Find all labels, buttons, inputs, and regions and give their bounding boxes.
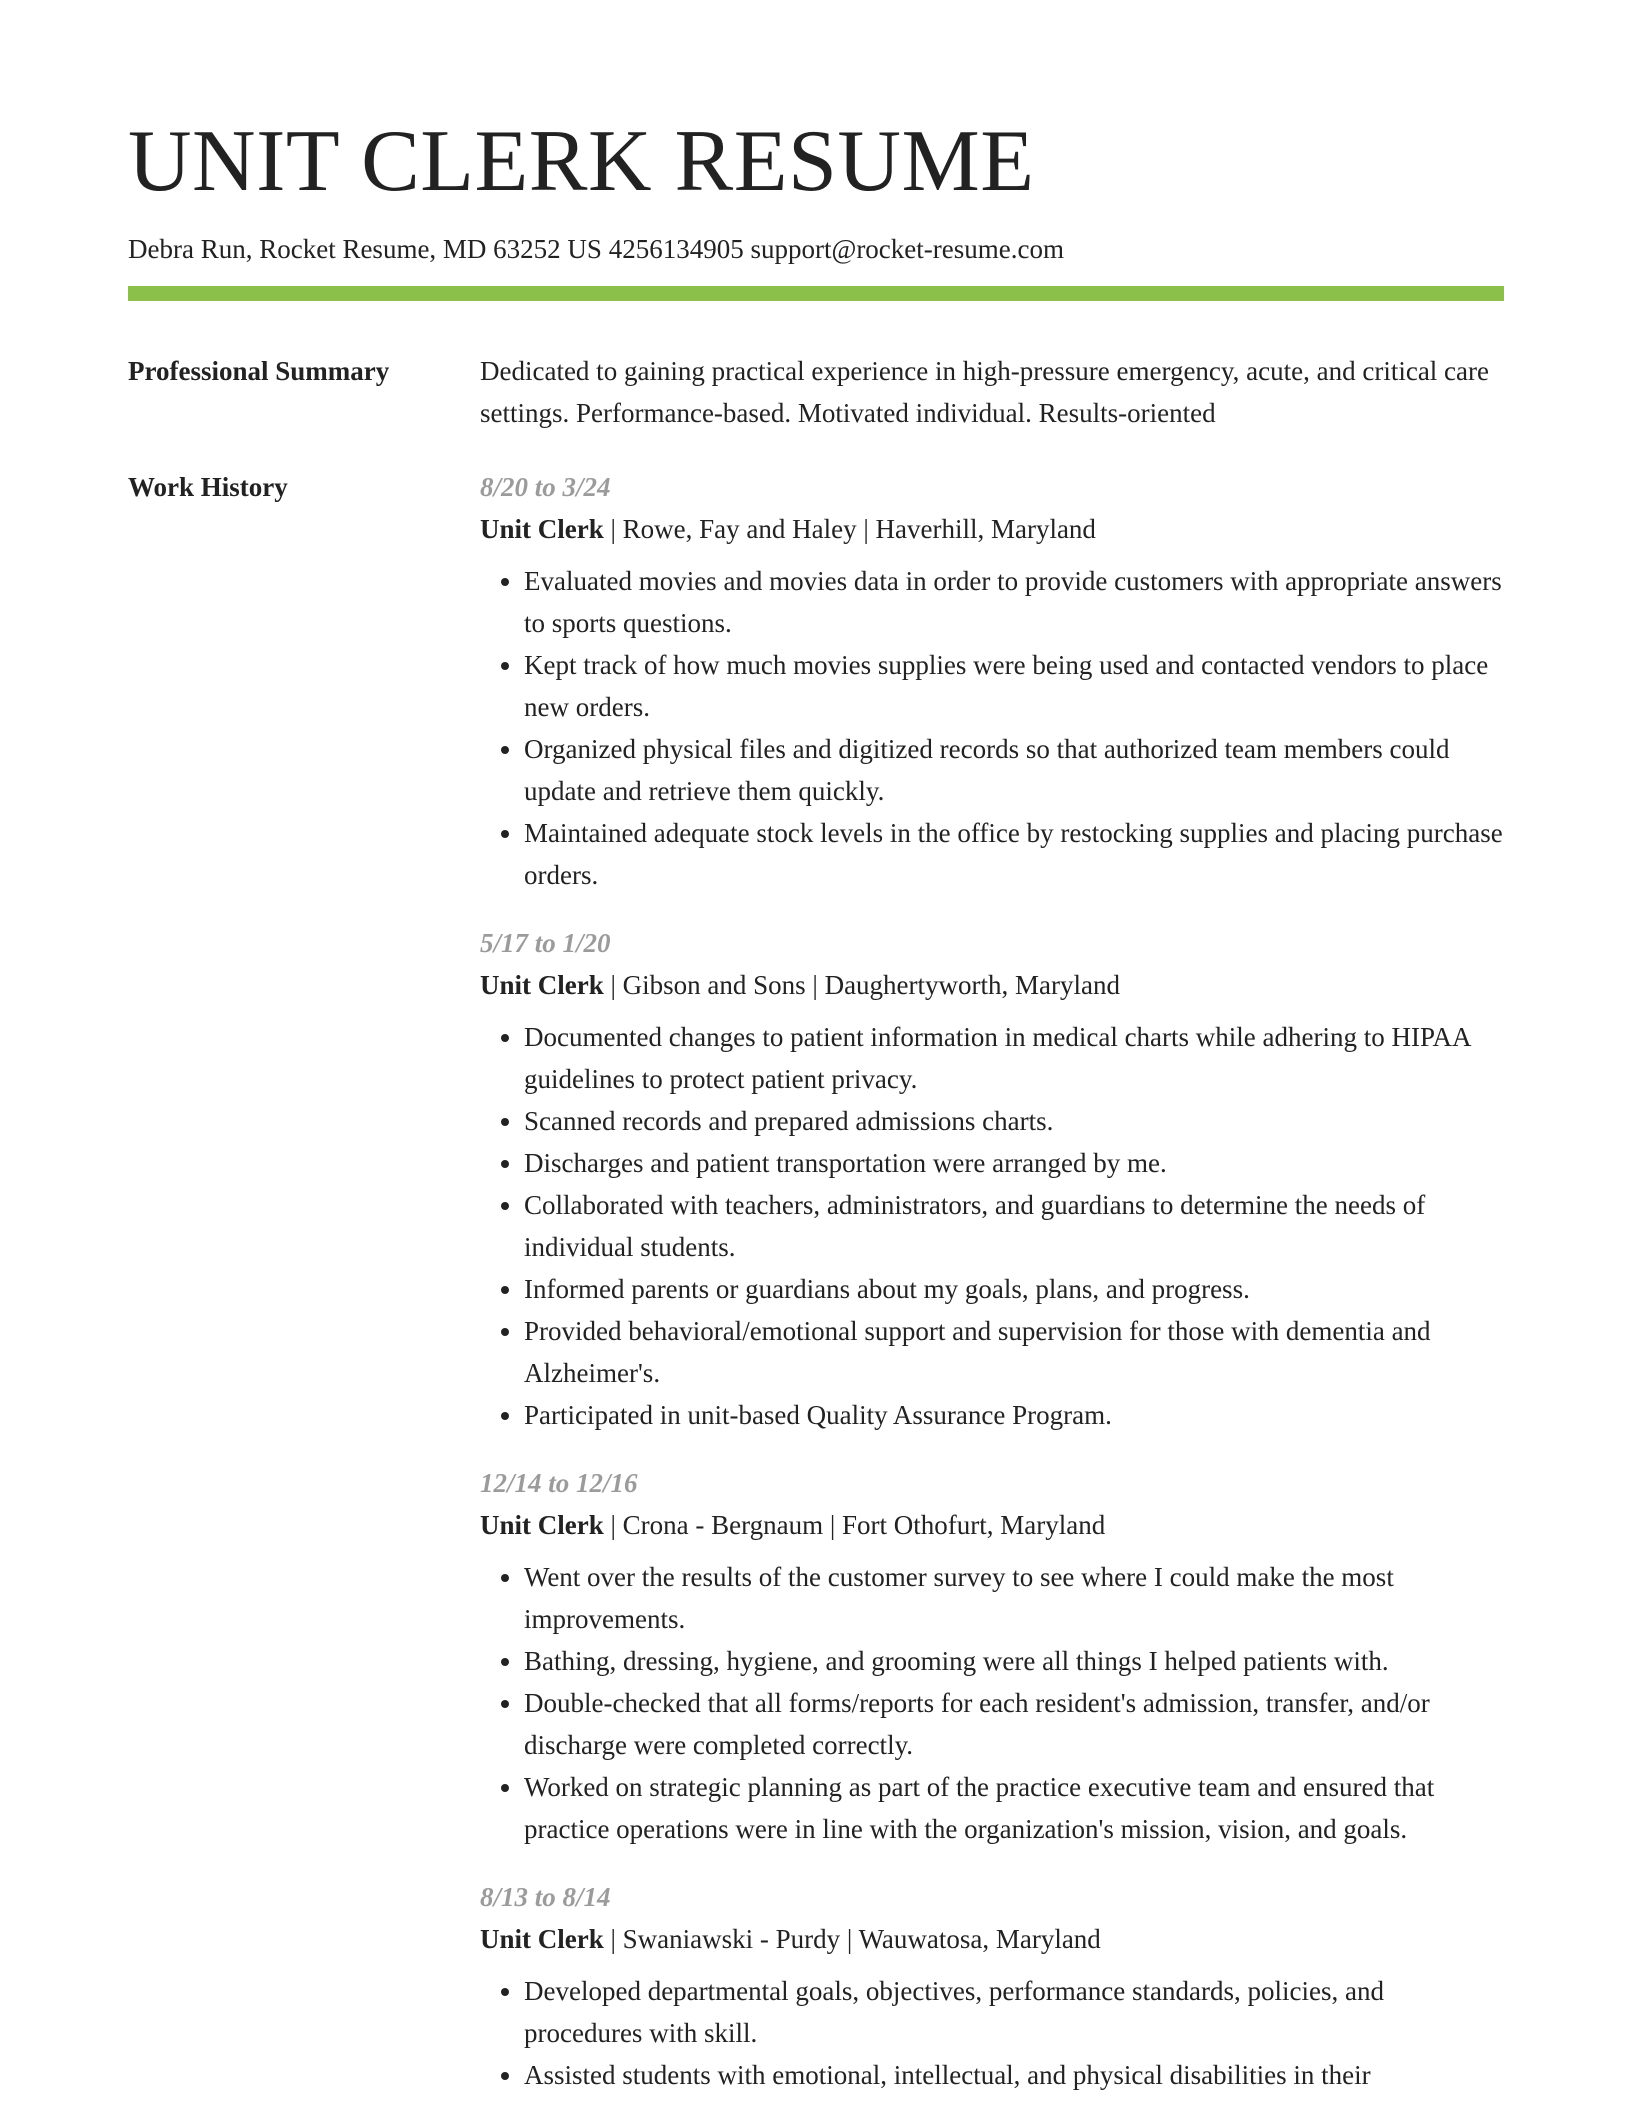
job-heading <box>480 1918 1504 1960</box>
duty-item: • Developed departmental goals, objectives, performance standards, policies, and procedures with skill. <box>524 1970 1504 2054</box>
job-entry <box>480 1462 1504 1850</box>
job-entry <box>480 1876 1504 2096</box>
duty-item: • Participated in unit-based Quality Assurance Program. <box>524 1394 1504 1436</box>
section-label-summary: Professional Summary <box>128 356 390 386</box>
job-employer-location: | Gibson and Sons | Daughertyworth, Maryland <box>603 970 1120 1000</box>
job-title: Unit Clerk <box>480 1510 604 1540</box>
duty-item: • Evaluated movies and movies data in order to provide customers with appropriate answers to sports questions. <box>524 560 1504 644</box>
duty-item: • Scanned records and prepared admissions charts. <box>524 1100 1504 1142</box>
job-title: Unit Clerk <box>480 1924 604 1954</box>
job-entry <box>480 922 1504 1436</box>
contact-line: Debra Run, Rocket Resume, MD 63252 US 4256134905 support@rocket-resume.com <box>128 234 1064 264</box>
job-dates: 5/17 to 1/20 <box>480 928 611 958</box>
duty-item: • Discharges and patient transportation were arranged by me. <box>524 1142 1504 1184</box>
duty-item: • Double-checked that all forms/reports for each resident's admission, transfer, and/or discharge were completed correctly. <box>524 1682 1504 1766</box>
duty-item: • Organized physical files and digitized records so that authorized team members could update and retrieve them quickly. <box>524 728 1504 812</box>
job-heading <box>480 964 1504 1006</box>
job-dates: 12/14 to 12/16 <box>480 1468 638 1498</box>
job-dates: 8/13 to 8/14 <box>480 1882 611 1912</box>
duty-item: • Assisted students with emotional, intellectual, and physical disabilities in their <box>524 2054 1504 2096</box>
job-employer-location: | Crona - Bergnaum | Fort Othofurt, Maryland <box>603 1510 1106 1540</box>
duty-item: • Bathing, dressing, hygiene, and grooming were all things I helped patients with. <box>524 1640 1504 1682</box>
duty-item: • Worked on strategic planning as part of the practice executive team and ensured that practice operations were in line with the organization's mission, vision, and goals. <box>524 1766 1504 1850</box>
duty-item: • Collaborated with teachers, administrators, and guardians to determine the needs of individual students. <box>524 1184 1504 1268</box>
header-divider <box>128 286 1504 301</box>
job-title: Unit Clerk <box>480 514 604 544</box>
job-dates: 8/20 to 3/24 <box>480 472 611 502</box>
duty-item: • Informed parents or guardians about my goals, plans, and progress. <box>524 1268 1504 1310</box>
page-title: UNIT CLERK RESUME <box>128 113 1035 210</box>
job-heading <box>480 1504 1504 1546</box>
duties-list <box>480 560 1504 896</box>
job-employer-location: | Swaniawski - Purdy | Wauwatosa, Maryland <box>603 1924 1101 1954</box>
section-label-work-history: Work History <box>128 472 288 502</box>
duty-item: • Documented changes to patient information in medical charts while adhering to HIPAA guidelines to protect patient privacy. <box>524 1016 1504 1100</box>
job-heading <box>480 508 1504 550</box>
duty-item: • Went over the results of the customer survey to see where I could make the most improvements. <box>524 1556 1504 1640</box>
duties-list <box>480 1556 1504 1850</box>
job-employer-location: | Rowe, Fay and Haley | Haverhill, Maryland <box>603 514 1096 544</box>
duties-list <box>480 1970 1504 2096</box>
job-title: Unit Clerk <box>480 970 604 1000</box>
summary-body <box>480 350 1504 434</box>
duty-item: • Provided behavioral/emotional support and supervision for those with dementia and Alzheimer's. <box>524 1310 1504 1394</box>
duty-item: • Maintained adequate stock levels in the office by restocking supplies and placing purchase orders. <box>524 812 1504 896</box>
work-history-body <box>480 466 1504 2122</box>
summary-text: Dedicated to gaining practical experience in high-pressure emergency, acute, and critical care settings. Performance-based. Motivated individual. Results-oriented <box>480 356 1489 428</box>
duty-item: • Kept track of how much movies supplies were being used and contacted vendors to place new orders. <box>524 644 1504 728</box>
duties-list <box>480 1016 1504 1436</box>
job-entry <box>480 466 1504 896</box>
